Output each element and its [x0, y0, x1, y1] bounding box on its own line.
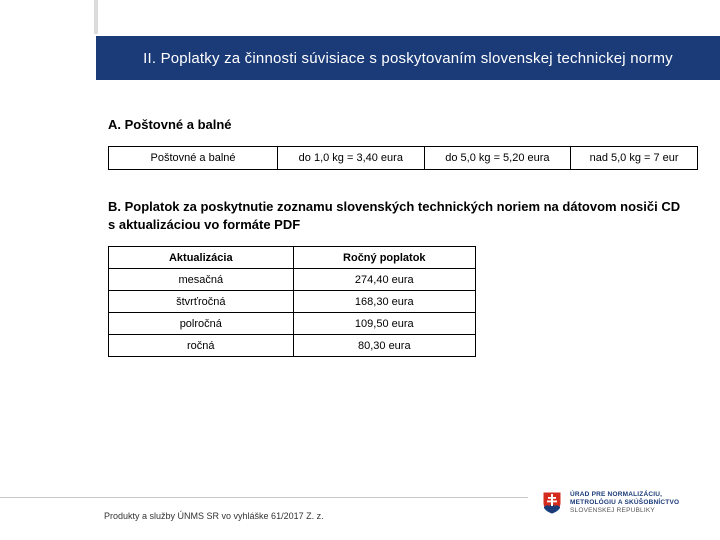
- column-header-update: Aktualizácia: [109, 247, 294, 269]
- table-row: [109, 291, 476, 313]
- update-frequency-cell: ročná: [109, 335, 294, 357]
- logo-line-3: SLOVENSKEJ REPUBLIKY: [570, 507, 655, 514]
- decorative-vertical-line: [94, 0, 98, 34]
- update-frequency-cell: mesačná: [109, 269, 294, 291]
- table-row: [109, 313, 476, 335]
- postage-tier-3-cell: nad 5,0 kg = 7 eur: [571, 147, 698, 170]
- postage-tier-1-cell: do 1,0 kg = 3,40 eura: [278, 147, 425, 170]
- annual-fee-cell: 274,40 eura: [293, 269, 475, 291]
- annual-fee-cell: 80,30 eura: [293, 335, 475, 357]
- subscription-table: [108, 246, 476, 357]
- annual-fee-cell: 168,30 eura: [293, 291, 475, 313]
- table-row: [109, 147, 698, 170]
- update-frequency-cell: polročná: [109, 313, 294, 335]
- logo-line-2: METROLÓGIU A SKÚŠOBNÍCTVO: [570, 499, 680, 506]
- postage-tier-2-cell: do 5,0 kg = 5,20 eura: [424, 147, 571, 170]
- table-row: [109, 269, 476, 291]
- logo-wordmark: [570, 491, 679, 515]
- footer-note: Produkty a služby ÚNMS SR vo vyhláške 61/2017 Z. z.: [104, 511, 324, 521]
- page-title-banner: [96, 36, 720, 80]
- slovak-coat-of-arms-icon: [542, 491, 562, 515]
- table-row: [109, 335, 476, 357]
- section-a-title: A. Poštovné a balné: [108, 117, 232, 132]
- table-header-row: [109, 247, 476, 269]
- section-b-title: B. Poplatok za poskytnutie zoznamu slovenských technických noriem na dátovom nosiči CD s aktualizáciou vo formáte PDF: [108, 199, 681, 232]
- postage-label-cell: Poštovné a balné: [109, 147, 278, 170]
- update-frequency-cell: štvrťročná: [109, 291, 294, 313]
- logo-line-1: ÚRAD PRE NORMALIZÁCIU,: [570, 491, 663, 498]
- annual-fee-cell: 109,50 eura: [293, 313, 475, 335]
- page-title: II. Poplatky za činnosti súvisiace s poskytovaním slovenskej technickej normy: [143, 49, 673, 67]
- unms-logo: [542, 491, 679, 515]
- column-header-annual-fee: Ročný poplatok: [293, 247, 475, 269]
- postage-table: [108, 146, 698, 170]
- footer-divider: [0, 497, 528, 498]
